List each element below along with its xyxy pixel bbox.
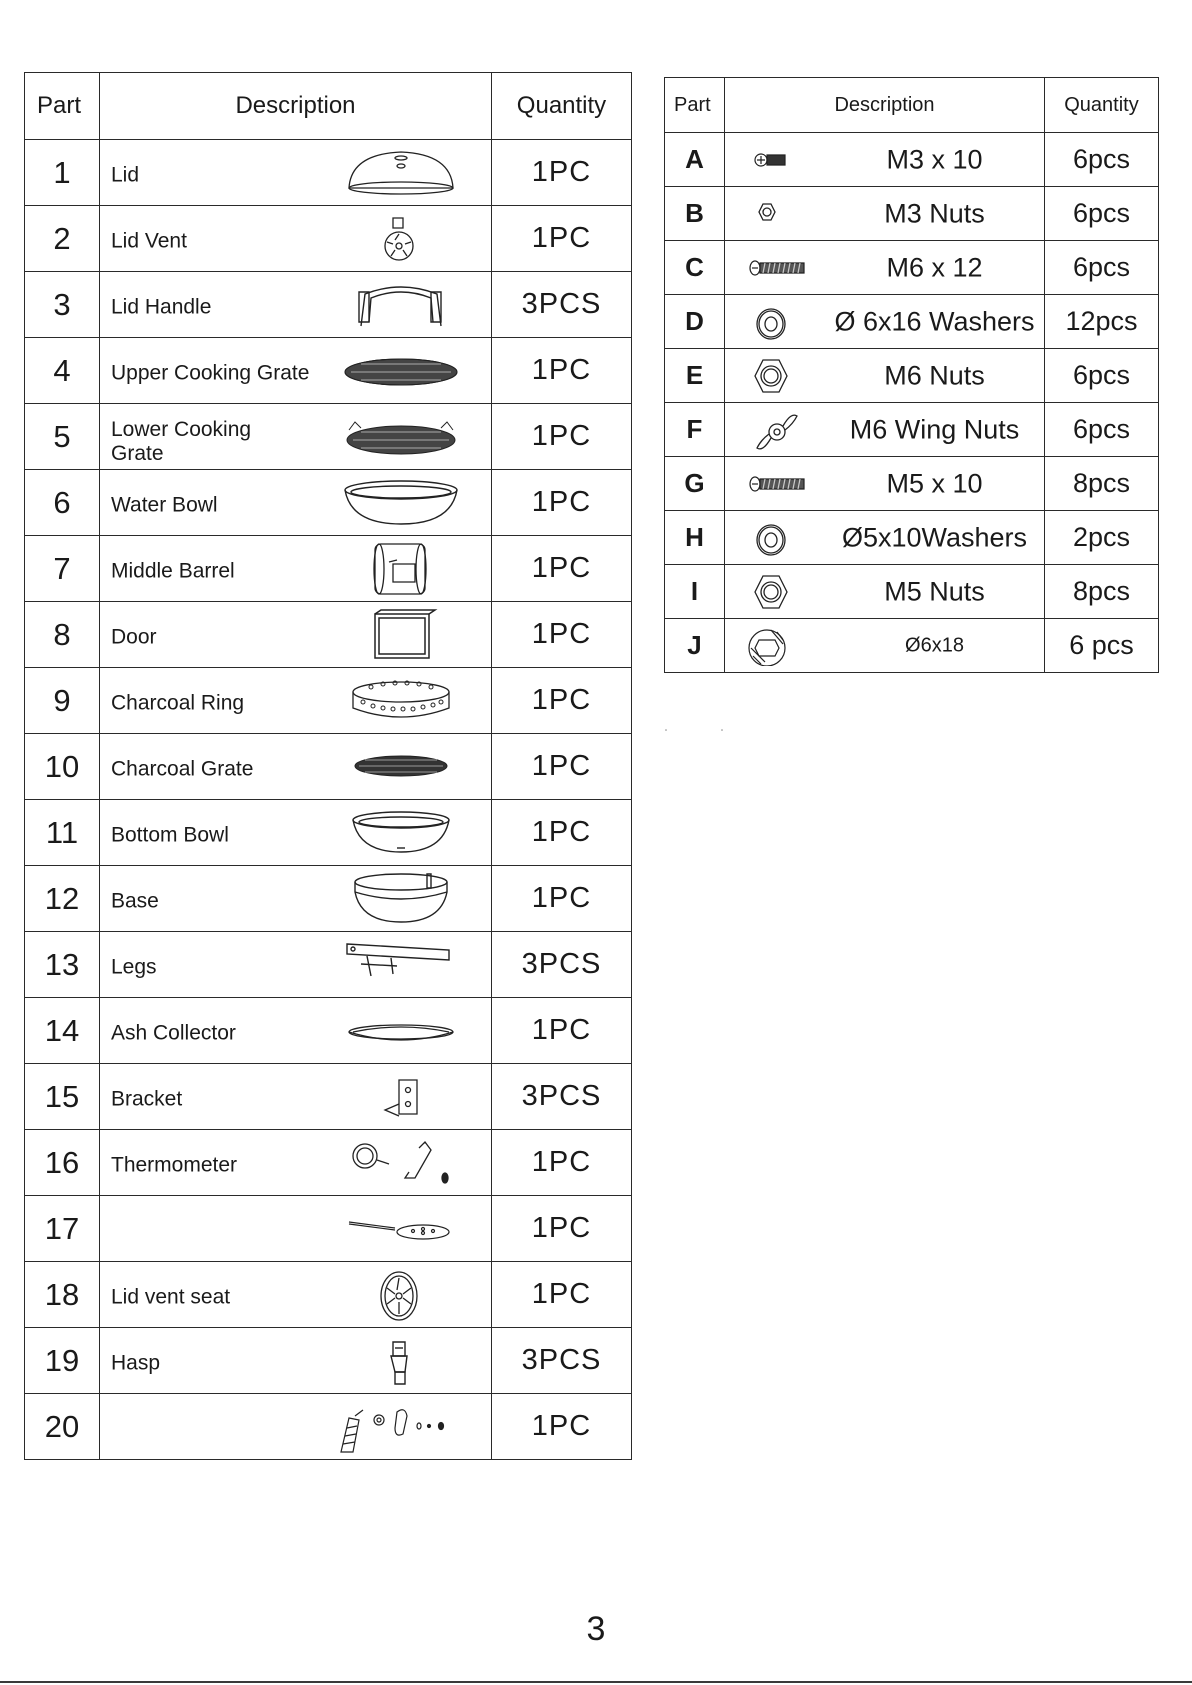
hardware-row [665,403,1159,457]
part-quantity: 1PC [492,998,632,1064]
part-description-cell [100,1394,492,1460]
header-description: Description [100,73,492,140]
hardware-label: M6 Nuts [884,360,985,390]
part-label: Bottom Bowl [111,822,229,846]
part-quantity: 1PC [492,800,632,866]
part-row [25,998,632,1064]
header-quantity: Quantity [1045,78,1159,133]
part-quantity: 1PC [492,140,632,206]
part-quantity: 1PC [492,1130,632,1196]
hardware-letter: J [665,619,725,673]
lid-vent-seat-icon [331,1266,471,1322]
part-number: 16 [25,1130,100,1196]
part-quantity: 1PC [492,1196,632,1262]
part-row [25,140,632,206]
hardware-letter: H [665,511,725,565]
part-description-cell [100,338,492,404]
part-number: 5 [25,404,100,470]
header-part: Part [25,73,100,140]
lower-grate-icon [331,408,471,464]
hardware-label: M6 Wing Nuts [849,414,1020,444]
part-number: 7 [25,536,100,602]
ash-scraper-icon [331,1200,471,1256]
hardware-quantity: 8pcs [1045,565,1159,619]
part-row [25,1328,632,1394]
part-quantity: 3PCS [492,932,632,998]
part-row [25,470,632,536]
hardware-description-cell [725,241,1045,295]
part-label: Bracket [111,1086,183,1110]
part-quantity: 1PC [492,338,632,404]
hardware-letter: G [665,457,725,511]
hardware-description-cell [725,349,1045,403]
part-number: 6 [25,470,100,536]
part-row [25,602,632,668]
bolt-icon [747,464,817,504]
header-quantity: Quantity [492,73,632,140]
parts-table [24,72,632,1460]
part-label: Base [111,888,159,912]
part-row [25,206,632,272]
part-row [25,668,632,734]
part-number: 2 [25,206,100,272]
hardware-quantity: 6pcs [1045,349,1159,403]
part-quantity: 1PC [492,470,632,536]
part-row [25,536,632,602]
part-description-cell [100,1196,492,1262]
small-screw-icon [747,140,817,180]
hardware-table-header [665,78,1159,133]
nut-icon [747,572,817,612]
page-bottom-rule [0,1681,1192,1683]
part-description-cell [100,272,492,338]
hardware-label: M5 x 10 [886,468,983,498]
part-description-cell [100,1328,492,1394]
parts-table-header [25,73,632,140]
hardware-label: M3 Nuts [884,198,985,228]
part-number: 14 [25,998,100,1064]
bolt-icon [747,248,817,288]
hardware-quantity: 6pcs [1045,133,1159,187]
part-label: Legs [111,954,157,978]
part-row [25,1394,632,1460]
part-description-cell [100,866,492,932]
washer-icon [747,518,817,558]
hardware-quantity: 2pcs [1045,511,1159,565]
door-icon [331,606,471,662]
hardware-letter: F [665,403,725,457]
part-quantity: 1PC [492,536,632,602]
hardware-description-cell [725,565,1045,619]
part-quantity: 1PC [492,206,632,272]
handle-kit-icon [331,1398,471,1454]
part-number: 12 [25,866,100,932]
bottom-bowl-icon [331,804,471,860]
middle-barrel-icon [331,540,471,596]
part-label: Charcoal Grate [111,756,254,780]
part-quantity: 1PC [492,1394,632,1460]
part-label: Lid Vent [111,228,187,252]
stray-marks [664,728,724,732]
hardware-label: Ø6x18 [905,634,964,656]
part-label: Lower Cooking Grate [111,417,252,465]
hardware-description-cell [725,187,1045,241]
hardware-quantity: 12pcs [1045,295,1159,349]
small-nut-icon [747,194,817,234]
part-number: 9 [25,668,100,734]
header-part: Part [665,78,725,133]
part-row [25,734,632,800]
part-label: Charcoal Ring [111,690,245,714]
part-label: Lid vent seat [111,1284,231,1308]
page-number: 3 [586,1610,606,1648]
part-row [25,272,632,338]
wing-nut-icon [747,410,817,450]
part-number: 20 [25,1394,100,1460]
part-description-cell [100,668,492,734]
hardware-letter: B [665,187,725,241]
part-description-cell [100,206,492,272]
hardware-letter: D [665,295,725,349]
hardware-description-cell [725,457,1045,511]
hardware-description-cell [725,295,1045,349]
hardware-row [665,187,1159,241]
part-number: 19 [25,1328,100,1394]
base-icon [331,870,471,926]
hardware-quantity: 6pcs [1045,241,1159,295]
part-quantity: 1PC [492,602,632,668]
part-row [25,338,632,404]
part-quantity: 3PCS [492,1328,632,1394]
hardware-row [665,619,1159,673]
hardware-description-cell [725,403,1045,457]
hardware-row [665,133,1159,187]
part-description-cell [100,1130,492,1196]
part-quantity: 1PC [492,668,632,734]
hardware-label: Ø 6x16 Washers [834,306,1035,336]
part-description-cell [100,536,492,602]
part-number: 4 [25,338,100,404]
part-label: Upper Cooking Grate [111,360,310,384]
leg-icon [331,936,471,992]
hardware-quantity: 6 pcs [1045,619,1159,673]
hardware-description-cell [725,511,1045,565]
part-label: Ash Collector [111,1020,236,1044]
hardware-label: M5 Nuts [884,576,985,606]
part-label: Lid [111,162,140,186]
part-quantity: 1PC [492,1262,632,1328]
part-row [25,932,632,998]
part-quantity: 3PCS [492,1064,632,1130]
part-quantity: 1PC [492,866,632,932]
part-description-cell [100,470,492,536]
ash-collector-icon [331,1002,471,1058]
lid-handle-icon [331,276,471,332]
hardware-row [665,457,1159,511]
water-bowl-icon [331,474,471,530]
part-label: Door [111,624,157,648]
large-nut-icon [747,626,817,666]
part-description-cell [100,1262,492,1328]
part-row [25,404,632,470]
hardware-letter: C [665,241,725,295]
hardware-label: M3 x 10 [886,144,983,174]
charcoal-grate-icon [331,738,471,794]
hardware-row [665,511,1159,565]
hardware-row [665,295,1159,349]
hardware-description-cell [725,619,1045,673]
part-number: 13 [25,932,100,998]
part-label: Middle Barrel [111,558,235,582]
nut-icon [747,356,817,396]
part-number: 15 [25,1064,100,1130]
hardware-row [665,565,1159,619]
hardware-description-cell [725,133,1045,187]
hardware-label: M6 x 12 [886,252,983,282]
part-row [25,1196,632,1262]
part-quantity: 1PC [492,734,632,800]
upper-grate-icon [331,342,471,398]
part-row [25,1064,632,1130]
hardware-row [665,349,1159,403]
part-number: 17 [25,1196,100,1262]
hardware-quantity: 6pcs [1045,187,1159,241]
hardware-row [665,241,1159,295]
lid-vent-icon [331,210,471,266]
part-label: Lid Handle [111,294,212,318]
part-number: 18 [25,1262,100,1328]
hardware-letter: E [665,349,725,403]
part-description-cell [100,602,492,668]
hardware-quantity: 8pcs [1045,457,1159,511]
washer-icon [747,302,817,342]
part-number: 1 [25,140,100,206]
part-quantity: 3PCS [492,272,632,338]
part-row [25,1130,632,1196]
header-description: Description [725,78,1045,133]
part-label: Water Bowl [111,492,218,516]
part-label: Hasp [111,1350,161,1374]
part-number: 3 [25,272,100,338]
lid-icon [331,144,471,200]
part-label: Thermometer [111,1152,238,1176]
part-description-cell [100,800,492,866]
part-description-cell [100,998,492,1064]
hardware-letter: A [665,133,725,187]
part-row [25,866,632,932]
part-description-cell [100,404,492,470]
part-number: 8 [25,602,100,668]
thermometer-icon [331,1134,471,1190]
part-number: 11 [25,800,100,866]
part-number: 10 [25,734,100,800]
hasp-icon [331,1332,471,1388]
part-description-cell [100,1064,492,1130]
part-quantity: 1PC [492,404,632,470]
hardware-label: Ø5x10Washers [841,522,1028,552]
hardware-quantity: 6pcs [1045,403,1159,457]
part-row [25,1262,632,1328]
part-row [25,800,632,866]
part-description-cell [100,932,492,998]
part-description-cell [100,140,492,206]
hardware-letter: I [665,565,725,619]
part-description-cell [100,734,492,800]
charcoal-ring-icon [331,672,471,728]
hardware-table [664,77,1159,673]
bracket-icon [331,1068,471,1124]
